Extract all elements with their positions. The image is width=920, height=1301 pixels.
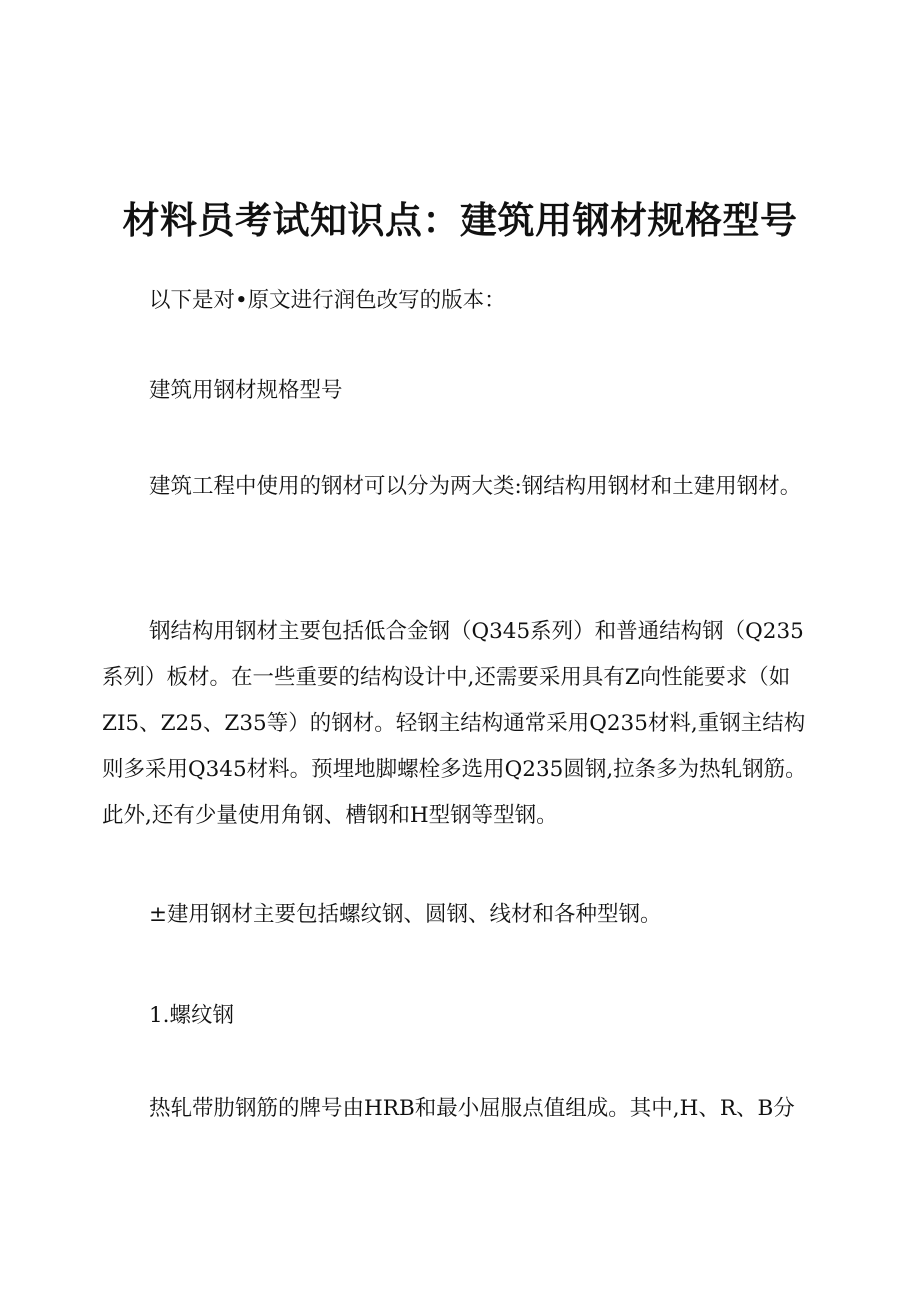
paragraph-hrb: 热轧带肋钢筋的牌号由HRB和最小屈服点值组成。其中,H、R、B分 xyxy=(149,1096,795,1121)
section-heading-rebar: 1.螺纹钢 xyxy=(149,1003,235,1028)
paragraph-heading: 建筑用钢材规格型号 xyxy=(149,378,343,403)
document-title: 材料员考试知识点：建筑用钢材规格型号 xyxy=(122,198,798,242)
paragraph-intro: 以下是对•原文进行润色改写的版本： xyxy=(149,288,506,313)
paragraph-civil-steel: ±建用钢材主要包括螺纹钢、圆钢、线材和各种型钢。 xyxy=(149,902,662,927)
paragraph-steel-structure: 钢结构用钢材主要包括低合金钢（Q345系列）和普通结构钢（Q235系列）板材。在一些重要的结构设计中,还需要采用具有Z向性能要求（如ZI5、Z25、Z35等）的钢材。轻钢主结构通常采用Q235材料,重钢主结构则多采用Q345材料。预埋地脚螺栓多选用Q235圆钢,拉条多为热轧钢筋。此外,还有少量使用角钢、槽钢和H型钢等型钢。 xyxy=(102,619,807,828)
paragraph-classification: 建筑工程中使用的钢材可以分为两大类:钢结构用钢材和土建用钢材。 xyxy=(149,474,802,499)
